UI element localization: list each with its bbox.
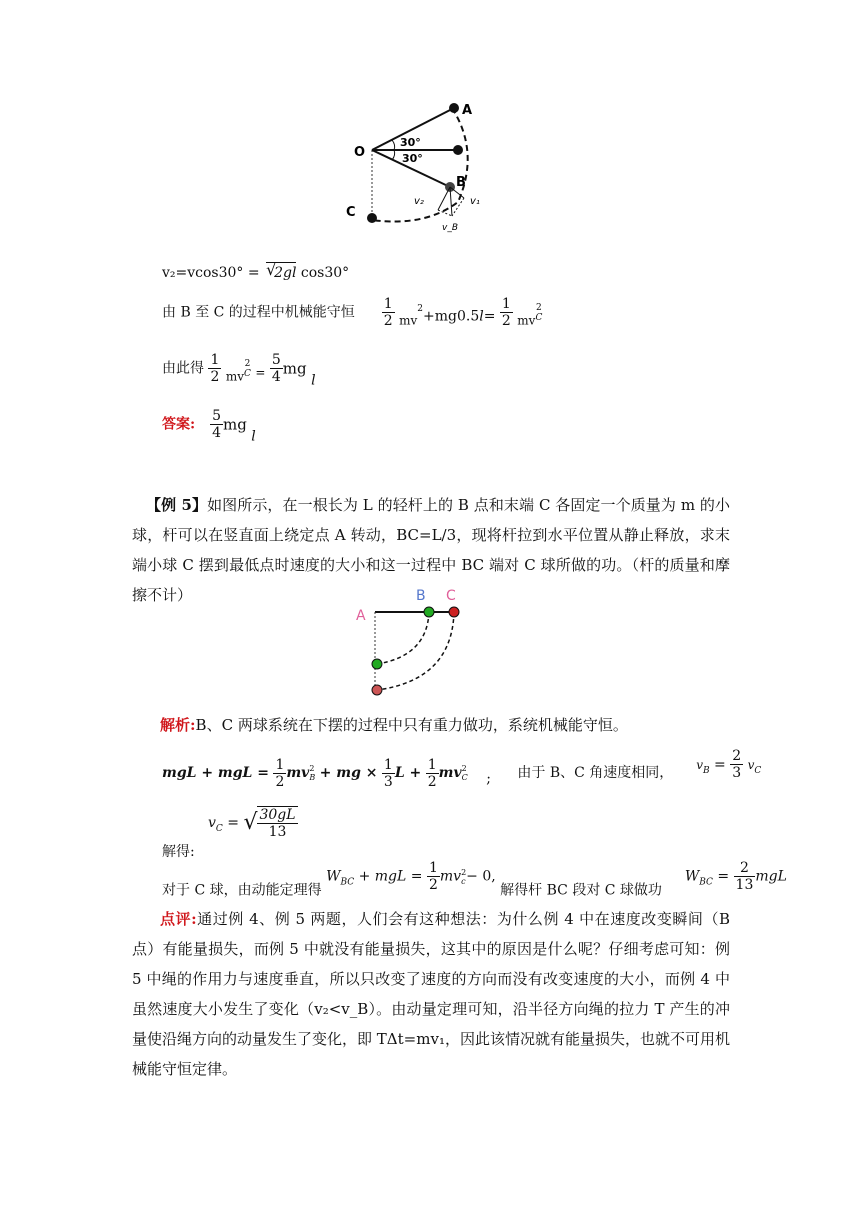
fig1-label-A: A — [462, 103, 473, 118]
arc-B — [377, 612, 429, 664]
solve-line: $v_C$ = √ $\frac{30gL}{13}$ 解得: — [162, 807, 296, 860]
answer-line: 答案: $\frac{5}{4}$ mg l — [162, 408, 256, 445]
fig1-label-v1: v₁ — [470, 196, 480, 207]
v2-right: cos30° — [300, 265, 350, 281]
comment-label: 点评: — [160, 910, 197, 928]
fig1-angle1: 30° — [400, 136, 421, 149]
fig1-angle2: 30° — [402, 152, 423, 165]
v2-line: v₂=vcos30° = √ 2gl cos30° — [162, 260, 350, 281]
energy-half2: $\frac{1}{2}$ — [501, 296, 511, 329]
pendulum-figure — [330, 92, 520, 242]
fig1-label-vB: v_B — [442, 223, 459, 233]
ball-B-top — [424, 607, 434, 617]
comment-text: 通过例 4、例 5 两题，人们会有这种想法：为什么例 4 中在速度改变瞬间（B 点）有能量损失，而例 5 中就没有能量损失，这其中的原因是什么呢？仔细考虑可知：例 5 中绳的作用力与速度垂直，所以只改变了速度的方向而没有改变速度的大小，而例 4 中虽然速度大小发生了变化（v₂<v_B）。由动量定理可知，沿半径方向绳的拉力 T 产生的冲量使沿绳方向的动量发生了变化，即 TΔt=mv₁，因此该情况就有能量损失，也就不可用机械能守恒定律。 — [132, 910, 731, 1078]
analysis-label: 解析: — [160, 716, 196, 734]
analysis-line — [160, 710, 628, 740]
v2-sqrt: 2gl — [274, 265, 297, 281]
solve-label: 解得: — [162, 844, 195, 860]
work-line: 对于 C 球，由动能定理得 $W_{BC}$ + mgL = $\frac{1}{2}$ mv 2 c − 0, 解得杆 BC 段对 C 球做功 $W_{BC}$ = $\frac{2}{13}$ mgL — [162, 860, 787, 899]
comment-paragraph — [132, 904, 730, 1084]
ball-C-top — [449, 607, 459, 617]
rod-figure — [350, 586, 480, 700]
v2-left: v₂=vcos30° = — [162, 265, 260, 281]
fig1-label-v2: v₂ — [414, 196, 424, 207]
energy-line: 由 B 至 C 的过程中机械能守恒 $\frac{1}{2}$ $mv^2+mg0.5l=$ $\frac{1}{2}$ mv 2 C — [162, 296, 543, 329]
energy-text: 由 B 至 C 的过程中机械能守恒 — [162, 304, 355, 321]
analysis-text: B、C 两球系统在下摆的过程中只有重力做功，系统机械能守恒。 — [195, 716, 628, 734]
fig2-label-B: B — [416, 588, 426, 604]
fig1-label-O: O — [354, 145, 366, 160]
result-line: 由此得 $\frac{1}{2}$ mv 2 C = $\frac{5}{4}$ mg l — [162, 352, 316, 389]
arc-C — [377, 612, 454, 690]
answer-label: 答案: — [162, 416, 196, 433]
fig1-label-B: B — [456, 175, 466, 190]
fig1-label-C: C — [346, 205, 356, 220]
example5-text: 如图所示，在一根长为 L 的轻杆上的 B 点和末端 C 各固定一个质量为 m 的小球，杆可以在竖直面上绕定点 A 转动，BC=L/3，现将杆拉到水平位置从静止释放，求末端小球 C 摆到最低点时速度的大小和这一过程中 BC 端对 C 球所做的功。（杆的质量和摩擦不计） — [132, 496, 730, 604]
energy-half1: $\frac{1}{2}$ — [383, 296, 393, 329]
ball-C — [367, 213, 377, 223]
fig2-label-C: C — [446, 588, 456, 604]
ball-A — [449, 103, 459, 113]
result-text: 由此得 — [162, 360, 204, 377]
ball-mid — [453, 145, 463, 155]
equation1-line: mgL + mgL = $\frac{1}{2}$ mv 2 B + mg × $\frac{1}{3}$ L + $\frac{1}{2}$ mv 2 C ; 由于 B、C 角速度相同， $v_B$ = $\frac{2}{3}$ $v_C$ — [162, 748, 762, 790]
ball-C-bottom — [372, 685, 382, 695]
example5-title: 【例 5】 — [146, 496, 208, 514]
fig2-label-A: A — [356, 608, 366, 624]
ball-B-bottom — [372, 659, 382, 669]
